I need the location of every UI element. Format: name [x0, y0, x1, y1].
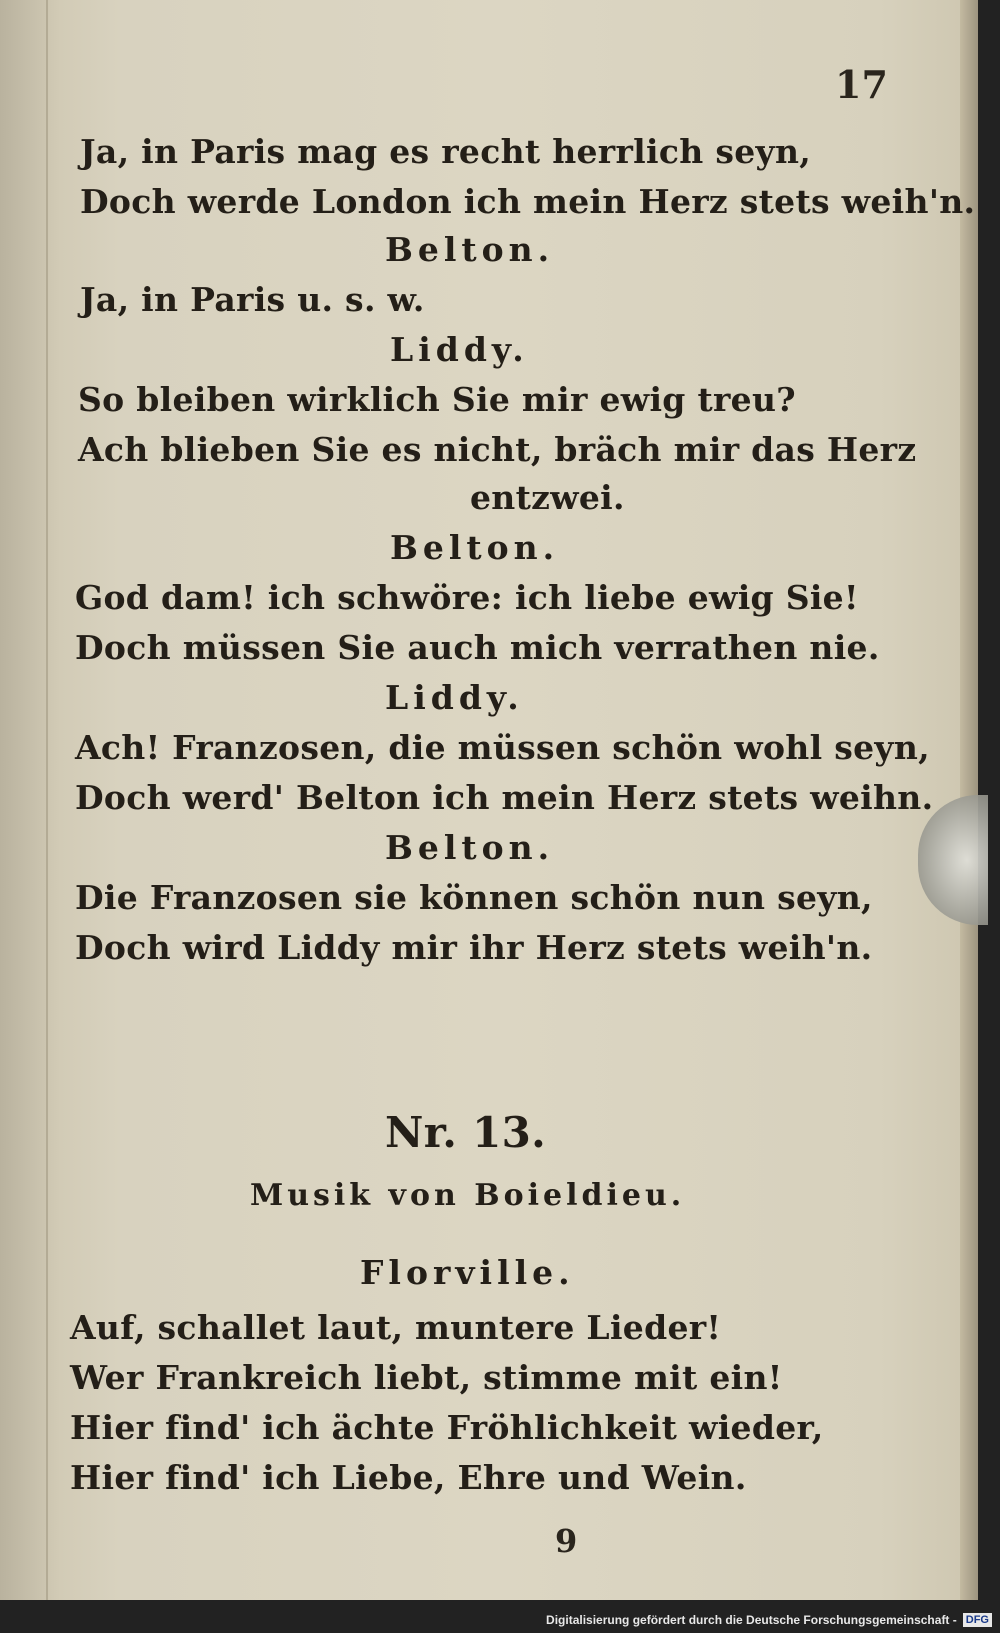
text-line: God dam! ich schwöre: ich liebe ewig Sie!: [75, 578, 859, 617]
dfg-logo: DFG: [963, 1613, 992, 1627]
speaker-name: Liddy.: [385, 678, 524, 717]
text-line: Doch müssen Sie auch mich verrathen nie.: [75, 628, 880, 667]
text-line: Wer Frankreich liebt, stimme mit ein!: [70, 1358, 783, 1397]
speaker-name: Belton.: [385, 230, 555, 269]
music-credit: Musik von Boieldieu.: [250, 1178, 686, 1213]
speaker-name: Florville.: [360, 1253, 575, 1292]
text-line: entzwei.: [470, 478, 625, 517]
text-line: Ja, in Paris mag es recht herrlich seyn,: [80, 132, 812, 171]
text-line: Doch werd' Belton ich mein Herz stets weihn.: [75, 778, 934, 817]
text-line: Hier find' ich Liebe, Ehre und Wein.: [70, 1458, 747, 1497]
text-line: Hier find' ich ächte Fröhlichkeit wieder,: [70, 1408, 824, 1447]
text-line: Doch werde London ich mein Herz stets weih'n.: [80, 182, 976, 221]
text-line: Ja, in Paris u. s. w.: [80, 280, 425, 319]
text-line: Doch wird Liddy mir ihr Herz stets weih'n.: [75, 928, 873, 967]
signature-mark: 9: [555, 1522, 578, 1560]
speaker-name: Liddy.: [390, 330, 529, 369]
speaker-name: Belton.: [390, 528, 560, 567]
text-line: Ach blieben Sie es nicht, bräch mir das Herz: [78, 430, 917, 469]
page-number: 17: [835, 62, 888, 107]
digitization-footer: [546, 1613, 992, 1627]
section-number: Nr. 13.: [385, 1108, 547, 1157]
footer-text: Digitalisierung gefördert durch die Deutsche Forschungsgemeinschaft -: [546, 1613, 957, 1627]
text-line: Ach! Franzosen, die müssen schön wohl seyn,: [75, 728, 930, 767]
text-line: So bleiben wirklich Sie mir ewig treu?: [78, 380, 796, 419]
text-line: Die Franzosen sie können schön nun seyn,: [75, 878, 873, 917]
page-gutter-edge: [46, 0, 48, 1600]
speaker-name: Belton.: [385, 828, 555, 867]
text-line: Auf, schallet laut, muntere Lieder!: [70, 1308, 722, 1347]
